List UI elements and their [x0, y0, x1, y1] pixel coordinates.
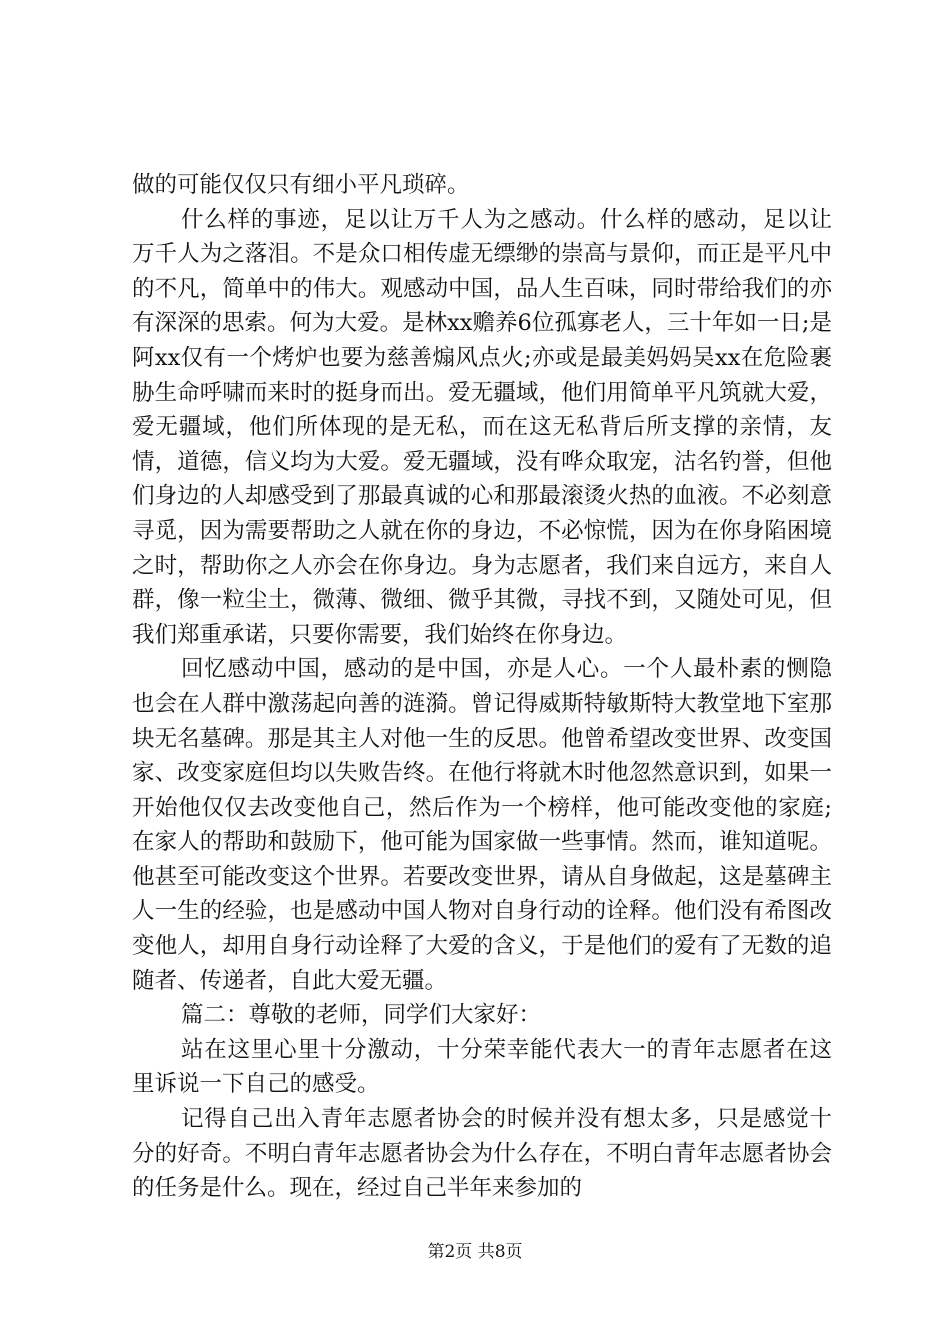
- paragraph-4: 篇二：尊敬的老师，同学们大家好：: [181, 1002, 542, 1029]
- paragraph-5: 站在这里心里十分激动，十分荣幸能代表大一的青年志愿者在这里诉说一下自己的感受。: [132, 1036, 832, 1098]
- paragraph-6: 记得自己出入青年志愿者协会的时候并没有想太多，只是感觉十分的好奇。不明白青年志愿者协会为什么存在，不明白青年志愿者协会的任务是什么。现在，经过自己半年来参加的: [132, 1106, 832, 1202]
- paragraph-2: 什么样的事迹，足以让万千人为之感动。什么样的感动，足以让万千人为之落泪。不是众口相传虚无缥缈的崇高与景仰，而正是平凡中的不凡，简单中的伟大。观感动中国，品人生百味，同时带给我们的亦有深深的思索。何为大爱。是林xx赡养6位孤寡老人，三十年如一日;是阿xx仅有一个烤炉也要为慈善煽风点火;亦或是最美妈妈吴xx在危险裹胁生命呼啸而来时的挺身而出。爱无疆域，他们用简单平凡筑就大爱，爱无疆域，他们所体现的是无私，而在这无私背后所支撑的亲情，友情，道德，信义均为大爱。爱无疆域，没有哗众取宠，沽名钓誉，但他们身边的人却感受到了那最真诚的心和那最滚烫火热的血液。不必刻意寻觅，因为需要帮助之人就在你的身边，不必惊慌，因为在你身陷困境之时，帮助你之人亦会在你身边。身为志愿者，我们来自远方，来自人群，像一粒尘土，微薄、微细、微乎其微，寻找不到，又随处可见，但我们郑重承诺，只要你需要，我们始终在你身边。: [132, 206, 832, 648]
- page-footer: 第2页 共8页: [427, 1242, 523, 1262]
- paragraph-1: 做的可能仅仅只有细小平凡琐碎。: [132, 172, 470, 198]
- document-body: [132, 168, 832, 1206]
- paragraph-3: 回忆感动中国，感动的是中国，亦是人心。一个人最朴素的恻隐也会在人群中激荡起向善的涟漪。曾记得威斯特敏斯特大教堂地下室那块无名墓碑。那是其主人对他一生的反思。他曾希望改变世界、改变国家、改变家庭但均以失败告终。在他行将就木时他忽然意识到，如果一开始他仅仅去改变他自己，然后作为一个榜样，他可能改变他的家庭;在家人的帮助和鼓励下，他可能为国家做一些事情。然而，谁知道呢。他甚至可能改变这个世界。若要改变世界，请从自身做起，这是墓碑主人一生的经验，也是感动中国人物对自身行动的诠释。他们没有希图改变他人，却用自身行动诠释了大爱的含义，于是他们的爱有了无数的追随者、传递者，自此大爱无疆。: [132, 656, 832, 994]
